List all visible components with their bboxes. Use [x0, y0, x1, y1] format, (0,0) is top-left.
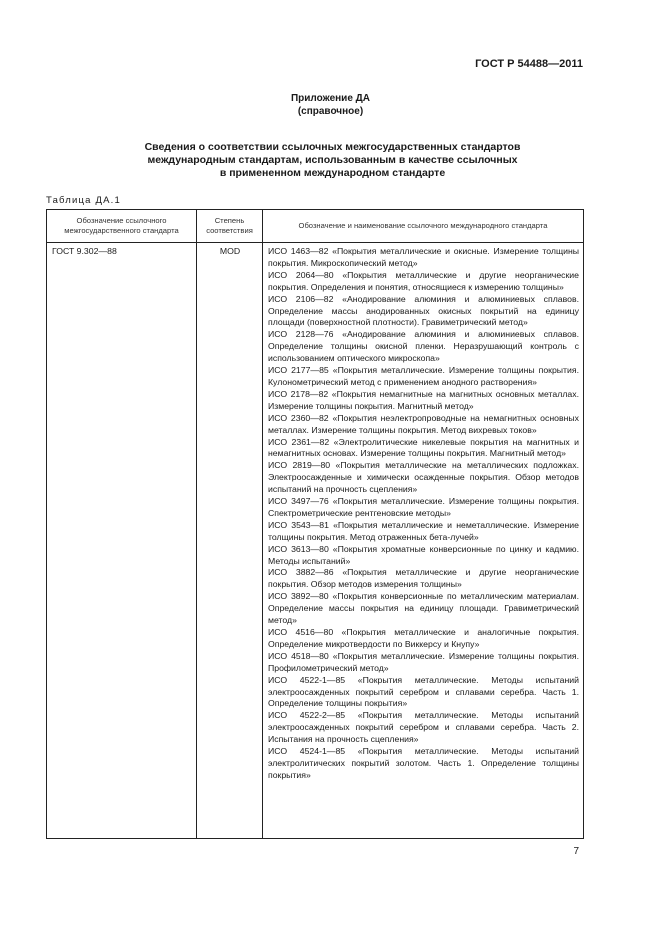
cell-standard: ГОСТ 9.302—88 — [47, 243, 197, 839]
list-item: ИСО 3882—86 «Покрытия металлические и другие неорганические покрытия. Обзор методов измерения толщины» — [268, 567, 579, 590]
list-item: ИСО 2361—82 «Электролитические никелевые покрытия на магнитных и немагнитных основах. Измерение толщины покрытия. Магнитный метод» — [268, 436, 579, 459]
list-item: ИСО 4518—80 «Покрытия металлические. Измерение толщины покрытия. Профилометрический метод» — [268, 650, 579, 673]
list-item: ИСО 2360—82 «Покрытия неэлектропроводные на немагнитных основных металлах. Измерение толщины покрытия. Метод вихревых токов» — [268, 412, 579, 435]
list-item: ИСО 2128—76 «Анодирование алюминия и алюминиевых сплавов. Определение толщины окисной пленки. Неразрушающий контроль с использованием оптического микроскопа» — [268, 329, 579, 364]
list-item: ИСО 2106—82 «Анодирование алюминия и алюминиевых сплавов. Определение массы анодированных окисных покрытий на единицу площади (поверхностной плотности). Гравиметрический метод» — [268, 293, 579, 328]
section-title — [60, 141, 605, 180]
section-title-line-1: Сведения о соответствии ссылочных межгосударственных стандартов — [144, 141, 521, 153]
appendix-subtitle: (справочное) — [297, 106, 364, 117]
list-item: ИСО 3543—81 «Покрытия металлические и неметаллические. Измерение толщины покрытия. Метод отраженных бета-лучей» — [268, 519, 579, 542]
table-row — [47, 243, 584, 839]
list-item: ИСО 4522-1—85 «Покрытия металлические. Методы испытаний электроосажденных покрытий серебром и сплавами серебра. Часть 1. Определение толщины покрытия» — [268, 674, 579, 709]
list-item: ИСО 3892—80 «Покрытия конверсионные по металлическим материалам. Определение массы покрытия на единицу площади. Гравиметрический метод» — [268, 591, 579, 626]
cell-international-standards — [263, 243, 584, 839]
cell-degree: MOD — [197, 243, 263, 839]
list-item: ИСО 2177—85 «Покрытия металлические. Измерение толщины покрытия. Кулонометрический метод с применением анодного растворения» — [268, 365, 579, 387]
list-item: ИСО 4516—80 «Покрытия металлические и аналогичные покрытия. Определение микротвердости по Виккерсу и Кнупу» — [268, 627, 579, 649]
list-item: ИСО 4522-2—85 «Покрытия металлические. Методы испытаний электроосажденных покрытий серебром и сплавами серебра. Часть 2. Испытания на прочность сцепления» — [268, 710, 579, 745]
document-code: ГОСТ Р 54488—2011 — [475, 58, 583, 70]
standards-correspondence-table — [46, 209, 584, 839]
table-label: Таблица ДА.1 — [46, 195, 121, 206]
page-number: 7 — [573, 846, 579, 857]
appendix-title: Приложение ДА — [290, 93, 371, 104]
list-item: ИСО 3497—76 «Покрытия металлические. Измерение толщины покрытия. Спектрометрические рентгеновские методы» — [268, 496, 579, 518]
list-item: ИСО 2819—80 «Покрытия металлические на металлических подложках. Электроосажденные и химически осажденные покрытия. Обзор методов испытаний на прочность сцепления» — [268, 460, 579, 495]
appendix-heading — [0, 92, 661, 118]
list-item: ИСО 2178—82 «Покрытия немагнитные на магнитных основных металлах. Измерение толщины покрытия. Магнитный метод» — [268, 388, 579, 411]
list-item: ИСО 1463—82 «Покрытия металлические и окисные. Измерение толщины покрытия. Микроскопический метод» — [268, 246, 579, 268]
list-item: ИСО 4524-1—85 «Покрытия металлические. Методы испытаний электролитических покрытий золотом. Часть 1. Определение толщины покрытия» — [268, 746, 579, 780]
section-title-line-2: международным стандартам, использованным в качестве ссылочных — [147, 154, 518, 166]
section-title-line-3: в примененном международном стандарте — [219, 167, 446, 179]
list-item: ИСО 2064—80 «Покрытия металлические и другие неорганические покрытия. Определения и понятия, относящиеся к измерению толщины» — [268, 269, 579, 292]
header-international-standard: Обозначение и наименование ссылочного международного стандарта — [263, 210, 584, 243]
international-standards-list — [268, 246, 579, 782]
list-item: ИСО 3613—80 «Покрытия хроматные конверсионные по цинку и кадмию. Методы испытаний» — [268, 543, 579, 566]
header-interstate-standard: Обозначение ссылочного межгосударственного стандарта — [47, 210, 197, 243]
header-correspondence-degree: Степень соответствия — [197, 210, 263, 243]
table-header-row — [47, 210, 584, 243]
